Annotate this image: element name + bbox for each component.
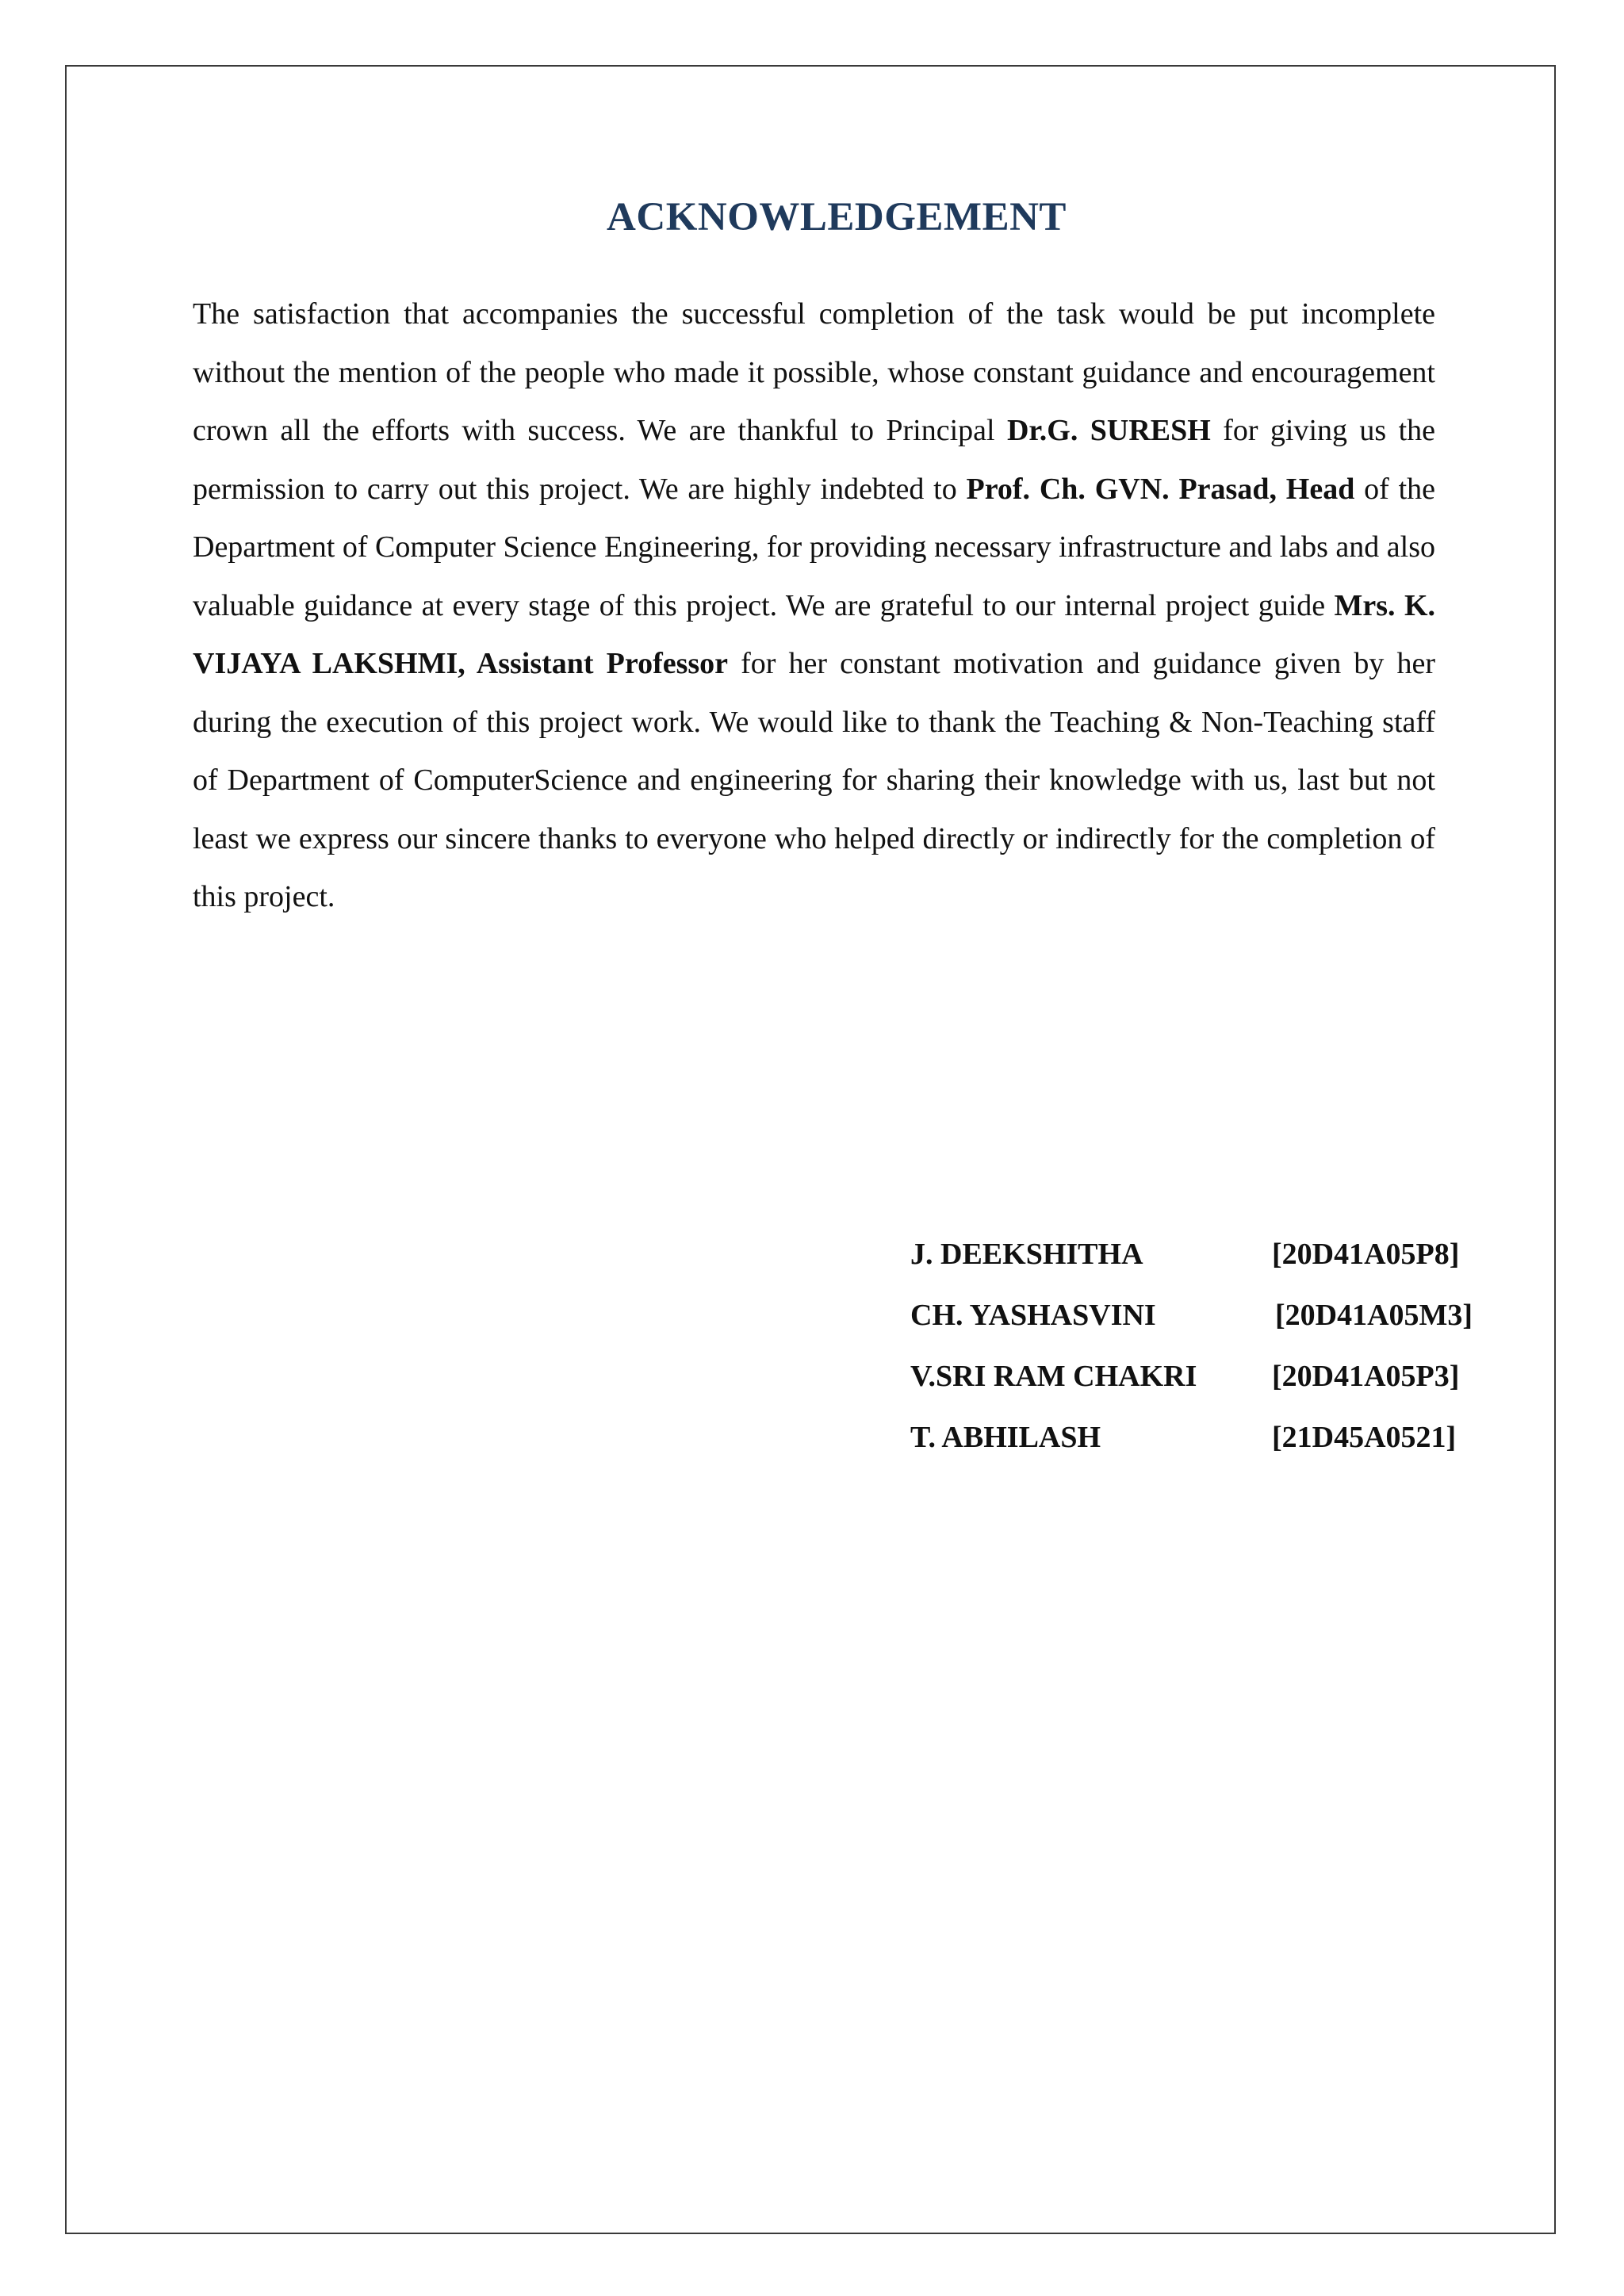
signatory-name: T. ABHILASH (910, 1421, 1101, 1454)
signatory-id: [20D41A05M3] (1275, 1299, 1473, 1332)
signatory-row (910, 1237, 1513, 1298)
paragraph-text-3: of the Department of Computer Science Engineering, for providing necessary infrastructure and labs and also valuable guidance at every stage of this project. We are grateful to our internal project guide (193, 472, 1435, 622)
paragraph-text-1: The satisfaction that accompanies the successful completion of the task would be put incomplete without the mention of the people who made it possible, whose constant guidance and encouragement crown all the efforts with success. We are thankful to Principal (193, 297, 1435, 447)
signatory-id: [20D41A05P3] (1272, 1360, 1460, 1393)
signatory-row (910, 1298, 1513, 1359)
signatory-id: [20D41A05P8] (1272, 1238, 1460, 1271)
signatory-name: V.SRI RAM CHAKRI (910, 1360, 1197, 1393)
principal-name: Dr.G. SURESH (1006, 414, 1211, 447)
signatory-name: J. DEEKSHITHA (910, 1238, 1143, 1271)
paragraph-text-2: for giving us the permission to carry out this project. We are highly indebted to (193, 414, 1435, 506)
signatory-row (910, 1359, 1513, 1420)
paragraph-text-4: for her constant motivation and guidance given by her during the execution of this project work. We would like to thank the Teaching & Non-Teaching staff of Department of ComputerScience and engineering for sharing their knowledge with us, last but not least we express our sincere thanks to everyone who helped directly or indirectly for the completion of this project. (193, 647, 1435, 913)
signatory-id: [21D45A0521] (1272, 1421, 1457, 1454)
signatory-name: CH. YASHASVINI (910, 1299, 1156, 1332)
guide-name: Mrs. K. VIJAYA LAKSHMI, Assistant Professor (193, 588, 1436, 680)
page-title: ACKNOWLEDGEMENT (607, 195, 1067, 239)
signatory-row (910, 1420, 1513, 1481)
acknowledgement-paragraph (193, 285, 1435, 927)
signatories-list (910, 1237, 1513, 1481)
hod-name: Prof. Ch. GVN. Prasad, Head (966, 472, 1355, 506)
